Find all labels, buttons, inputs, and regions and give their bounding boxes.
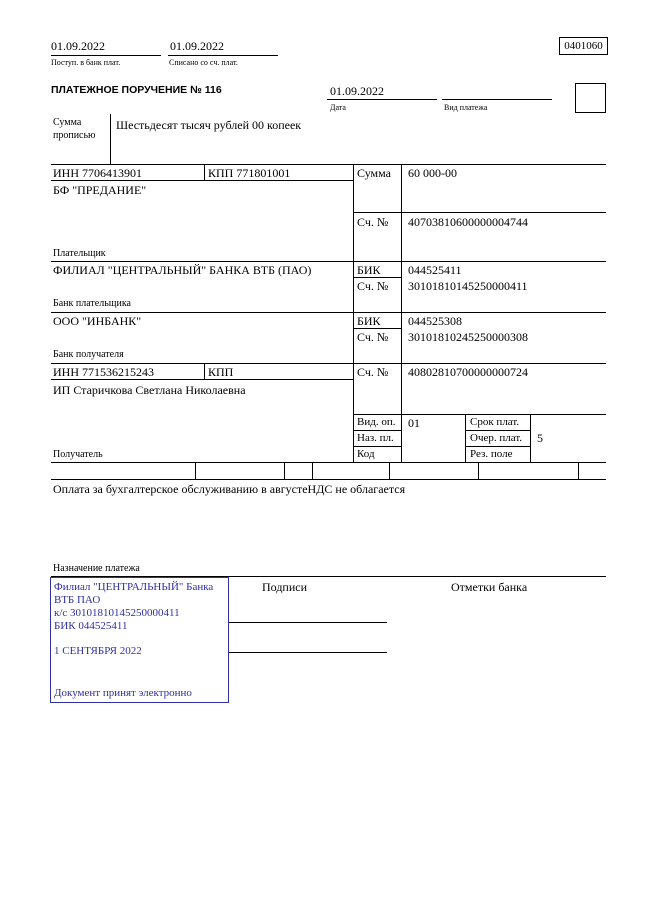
stamp-line-1: Филиал "ЦЕНТРАЛЬНЫЙ" Банка [54,581,214,593]
divider [353,212,606,213]
divider [442,99,552,100]
signature-line [229,622,387,623]
debited-label: Списано со сч. плат. [169,58,238,67]
amount-words-label-1: Сумма [53,117,82,128]
divider [353,446,401,447]
code-label: Код [357,448,375,460]
divider [195,462,196,479]
status-box [575,83,606,113]
divider [478,462,479,479]
divider [353,414,606,415]
op-type-label: Вид. оп. [357,416,396,428]
divider [284,462,285,479]
payee-bank-name: ООО "ИНБАНК" [53,314,142,328]
divider [465,430,530,431]
payer-bank-bik: 044525411 [408,263,462,277]
divider [465,446,530,447]
stamp-accepted: Документ принят электронно [54,687,192,699]
divider [353,328,401,329]
divider [530,414,531,463]
payee-bank-bik: 044525308 [408,314,462,328]
divider [51,479,606,480]
payer-inn: ИНН 7706413901 [53,166,142,180]
divider [204,363,205,379]
priority-value: 5 [537,431,543,445]
payee-account: 40802810700000000724 [408,365,528,379]
reserve-label: Рез. поле [470,448,513,460]
stamp-date: 1 СЕНТЯБРЯ 2022 [54,645,142,657]
amount-value: 60 000-00 [408,166,457,180]
payee-bank-label: Банк получателя [53,349,124,360]
received-label: Поступ. в банк плат. [51,58,121,67]
stamp-line-2: ВТБ ПАО [54,594,101,606]
op-type-value: 01 [408,416,420,430]
divider [51,261,606,262]
signature-line [229,652,387,653]
payer-bank-bik-label: БИК [357,263,381,277]
amount-words-label-2: прописью [53,130,96,141]
divider [110,114,111,164]
payee-inn: ИНН 771536215243 [53,365,154,379]
divider [353,277,401,278]
divider [578,462,579,479]
divider [51,462,606,463]
divider [168,55,278,56]
form-code: 0401060 [559,37,608,55]
term-label: Срок плат. [470,416,520,428]
divider [389,462,390,479]
divider [51,363,606,364]
payee-bank-account-label: Сч. № [357,330,389,344]
debited-date: 01.09.2022 [170,39,224,53]
payer-kpp: КПП 771801001 [208,166,291,180]
divider [465,414,466,463]
divider [51,55,161,56]
payer-bank-label: Банк плательщика [53,298,131,309]
payer-bank-account-label: Сч. № [357,279,389,293]
payer-account-label: Сч. № [357,215,389,229]
payee-bank-bik-label: БИК [357,314,381,328]
purpose-text: Оплата за бухгалтерское обслуживанию в августеНДС не облагается [53,482,406,496]
stamp-line-4: БИК 044525411 [54,620,128,632]
amount-words-value: Шестьдесят тысяч рублей 00 копеек [116,118,302,132]
order-date-label: Дата [330,103,346,112]
payer-name: БФ "ПРЕДАНИЕ" [53,183,147,197]
order-date: 01.09.2022 [330,84,384,98]
payee-kpp: КПП [208,365,234,379]
divider [51,379,353,380]
amount-label: Сумма [357,166,391,180]
divider [51,312,606,313]
divider [401,164,402,463]
payee-label: Получатель [53,449,103,460]
signatures-label: Подписи [262,580,308,594]
payee-bank-account: 30101810245250000308 [408,330,528,344]
priority-label: Очер. плат. [470,432,523,444]
stamp-line-3: к/с 30101810145250000411 [54,607,180,619]
payer-account: 40703810600000004744 [408,215,528,229]
divider [353,430,401,431]
divider [312,462,313,479]
payee-name: ИП Старичкова Светлана Николаевна [53,383,246,397]
divider [204,164,205,180]
payer-label: Плательщик [53,248,106,259]
payee-account-label: Сч. № [357,365,389,379]
payer-bank-name: ФИЛИАЛ "ЦЕНТРАЛЬНЫЙ" БАНКА ВТБ (ПАО) [53,263,312,277]
payment-type-label: Вид платежа [444,103,488,112]
divider [51,180,353,181]
page-title: ПЛАТЕЖНОЕ ПОРУЧЕНИЕ № 116 [51,84,222,96]
purpose-label: Назначение платежа [53,563,140,574]
divider [51,164,606,165]
bank-marks-label: Отметки банка [451,580,528,594]
received-date: 01.09.2022 [51,39,105,53]
divider [327,99,437,100]
payer-bank-account: 30101810145250000411 [408,279,528,293]
purpose-code-label: Наз. пл. [357,432,394,444]
divider [353,164,354,463]
bank-stamp [50,577,229,703]
